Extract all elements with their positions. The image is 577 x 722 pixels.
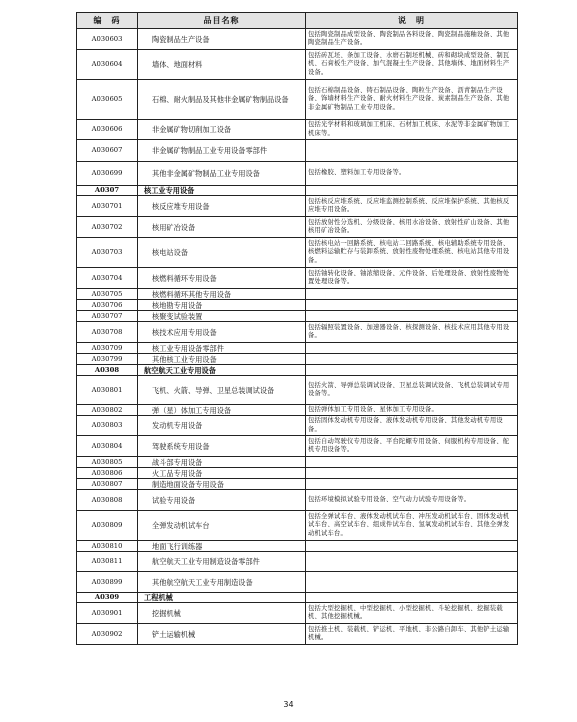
code-cell: A030808: [77, 490, 138, 511]
table-row: [77, 354, 518, 365]
code-cell: A030902: [77, 624, 138, 645]
description-cell: 包括陶瓷制品成型设备、陶瓷制品各料设备、陶瓷制品施釉设备、其他陶瓷制品生产设备。: [306, 29, 518, 50]
description-cell: 包括全弹试车台、液体发动机试车台、冲压发动机试车台、固体发动机试车台、高空试车台、组成件试车台、氢氧发动机试车台、其他全弹发动机试车台。: [306, 511, 518, 541]
table-row: [77, 541, 518, 552]
table-row: [77, 268, 518, 289]
table-row: [77, 217, 518, 238]
name-cell: 铲土运输机械: [138, 624, 306, 645]
description-cell: [306, 365, 518, 376]
code-cell: A030701: [77, 196, 138, 217]
name-cell: 核反应堆专用设备: [138, 196, 306, 217]
description-cell: 包括推土机、装载机、铲运机、平地机、非公路自卸车、其他铲土运输机械。: [306, 624, 518, 645]
code-cell: A030803: [77, 416, 138, 436]
name-cell: 非金属矿物制品工业专用设备零部件: [138, 140, 306, 162]
table-row: [77, 289, 518, 300]
name-cell: 弹（星）体加工专用设备: [138, 405, 306, 416]
name-cell: 其他航空航天工业专用制造设备: [138, 572, 306, 593]
code-cell: A030809: [77, 511, 138, 541]
description-cell: [306, 572, 518, 593]
table-row: [77, 162, 518, 186]
section-row: [77, 365, 518, 376]
catalog-table: [76, 12, 518, 645]
code-cell: A030604: [77, 50, 138, 80]
name-cell: 发动机专用设备: [138, 416, 306, 436]
name-cell: 核工业专用设备: [138, 186, 306, 196]
code-cell: A0307: [77, 186, 138, 196]
description-cell: 包括石棉制品设备、铸石制品设备、陶粒生产设备、沥青制品生产设备、饰墙材料生产设备、耐火材料生产设备、炭素制品生产设备、其他非金属矿物制品工业专用设备。: [306, 80, 518, 120]
name-cell: 驾驶系统专用设备: [138, 436, 306, 457]
code-cell: A030804: [77, 436, 138, 457]
description-cell: 包括核电站一回路系统、核电站二回路系统、核电辅助系统专用设备、核燃料运输贮存与装卸系统、放射性废物处理系统、核电站其他专用设备。: [306, 238, 518, 268]
table-row: [77, 238, 518, 268]
table-row: [77, 343, 518, 354]
table-row: [77, 80, 518, 120]
code-cell: A030605: [77, 80, 138, 120]
code-cell: A030606: [77, 120, 138, 140]
table-header-row: [77, 13, 518, 29]
description-cell: [306, 552, 518, 572]
name-cell: 石棉、耐火制品及其他非金属矿物制品设备: [138, 80, 306, 120]
code-cell: A030704: [77, 268, 138, 289]
name-cell: 火工品专用设备: [138, 468, 306, 479]
description-cell: 包括铀转化设备、铀浓缩设备、元件设备、后处理设备、放射性废物处置处理设备等。: [306, 268, 518, 289]
description-cell: 包括环境模拟试验专用设备、空气动力试验专用设备等。: [306, 490, 518, 511]
description-cell: [306, 593, 518, 603]
code-cell: A030901: [77, 603, 138, 624]
description-cell: [306, 479, 518, 490]
name-cell: 核电站设备: [138, 238, 306, 268]
description-cell: [306, 140, 518, 162]
table-row: [77, 479, 518, 490]
description-cell: 包括放射性分选机、分级设备、核用水冶设备、放射性矿山设备、其他核用矿冶设备。: [306, 217, 518, 238]
description-cell: [306, 541, 518, 552]
table-row: [77, 405, 518, 416]
name-cell: 核用矿冶设备: [138, 217, 306, 238]
table-row: [77, 322, 518, 343]
code-cell: A030603: [77, 29, 138, 50]
name-cell: 其他非金属矿物制品工业专用设备: [138, 162, 306, 186]
name-cell: 战斗部专用设备: [138, 457, 306, 468]
code-cell: A030702: [77, 217, 138, 238]
code-cell: A030699: [77, 162, 138, 186]
table-row: [77, 603, 518, 624]
name-cell: 飞机、火箭、导弹、卫星总装调试设备: [138, 376, 306, 405]
description-cell: [306, 289, 518, 300]
table-row: [77, 457, 518, 468]
name-cell: 航空航天工业专用制造设备零部件: [138, 552, 306, 572]
table-row: [77, 436, 518, 457]
table-row: [77, 572, 518, 593]
name-cell: 核燃料循环专用设备: [138, 268, 306, 289]
name-cell: 核工业专用设备零部件: [138, 343, 306, 354]
code-cell: A030708: [77, 322, 138, 343]
catalog-table-container: [76, 12, 517, 645]
table-body: [77, 29, 518, 645]
table-row: [77, 376, 518, 405]
page-number: 34: [283, 700, 294, 709]
code-cell: A030811: [77, 552, 138, 572]
code-cell: A030799: [77, 354, 138, 365]
code-cell: A030706: [77, 300, 138, 311]
table-row: [77, 624, 518, 645]
name-cell: 核地勘专用设备: [138, 300, 306, 311]
description-cell: [306, 457, 518, 468]
description-cell: 包括辐照装置设备、加速器设备、核探测设备、核技术应用其他专用设备。: [306, 322, 518, 343]
table-row: [77, 196, 518, 217]
code-cell: A030703: [77, 238, 138, 268]
description-cell: [306, 468, 518, 479]
name-cell: 试验专用设备: [138, 490, 306, 511]
description-cell: 包括光学材料和玻璃加工机床、石材加工机床、水泥等非金属矿物加工机床等。: [306, 120, 518, 140]
description-cell: 包括核反应堆系统、反应堆监测控制系统、反应堆保护系统、其他核反应堆专用设备。: [306, 196, 518, 217]
code-cell: A030899: [77, 572, 138, 593]
name-cell: 核聚变试验装置: [138, 311, 306, 322]
code-cell: A030802: [77, 405, 138, 416]
description-cell: 包括弹体加工专用设备、星体加工专用设备。: [306, 405, 518, 416]
table-row: [77, 511, 518, 541]
name-cell: 非金属矿物切削加工设备: [138, 120, 306, 140]
name-cell: 挖掘机械: [138, 603, 306, 624]
code-cell: A030807: [77, 479, 138, 490]
code-cell: A030607: [77, 140, 138, 162]
description-cell: 包括砖瓦坯、条加工设备、水磨石制坯机械、砖和砌块成型设备、制瓦机、石膏板生产设备、加气混凝土生产设备、其他墙体、地面材料生产设备。: [306, 50, 518, 80]
code-cell: A030810: [77, 541, 138, 552]
table-row: [77, 490, 518, 511]
code-cell: A030709: [77, 343, 138, 354]
description-cell: 包括橡胶、塑料加工专用设备等。: [306, 162, 518, 186]
table-row: [77, 29, 518, 50]
description-cell: 包括火箭、导弹总装调试设备、卫星总装调试设备、飞机总装调试专用设备等。: [306, 376, 518, 405]
name-cell: 制造地面设备专用设备: [138, 479, 306, 490]
name-cell: 墙体、地面材料: [138, 50, 306, 80]
table-row: [77, 552, 518, 572]
code-cell: A030801: [77, 376, 138, 405]
name-cell: 核燃料循环其他专用设备: [138, 289, 306, 300]
code-cell: A0309: [77, 593, 138, 603]
description-cell: [306, 300, 518, 311]
table-row: [77, 140, 518, 162]
table-row: [77, 468, 518, 479]
table-row: [77, 311, 518, 322]
description-cell: [306, 354, 518, 365]
description-cell: [306, 186, 518, 196]
name-cell: 航空航天工业专用设备: [138, 365, 306, 376]
description-cell: 包括固体发动机专用设备、液体发动机专用设备、其他发动机专用设备。: [306, 416, 518, 436]
table-row: [77, 50, 518, 80]
name-cell: 其他核工业专用设备: [138, 354, 306, 365]
name-cell: 全弹发动机试车台: [138, 511, 306, 541]
description-cell: [306, 311, 518, 322]
header-name: 品目名称: [138, 13, 306, 29]
header-code: 编 码: [77, 13, 138, 29]
code-cell: A030707: [77, 311, 138, 322]
table-row: [77, 120, 518, 140]
table-row: [77, 416, 518, 436]
name-cell: 核技术应用专用设备: [138, 322, 306, 343]
name-cell: 地面飞行训练器: [138, 541, 306, 552]
section-row: [77, 593, 518, 603]
code-cell: A030705: [77, 289, 138, 300]
description-cell: [306, 343, 518, 354]
description-cell: 包括大型挖掘机、中型挖掘机、小型挖掘机、斗轮挖掘机、挖掘装载机、其他挖掘机械。: [306, 603, 518, 624]
code-cell: A0308: [77, 365, 138, 376]
section-row: [77, 186, 518, 196]
description-cell: 包括自动驾驶仪专用设备、平台陀螺专用设备、伺服机构专用设备、舵机专用设备等。: [306, 436, 518, 457]
name-cell: 陶瓷制品生产设备: [138, 29, 306, 50]
code-cell: A030806: [77, 468, 138, 479]
table-row: [77, 300, 518, 311]
name-cell: 工程机械: [138, 593, 306, 603]
code-cell: A030805: [77, 457, 138, 468]
header-description: 说 明: [306, 13, 518, 29]
